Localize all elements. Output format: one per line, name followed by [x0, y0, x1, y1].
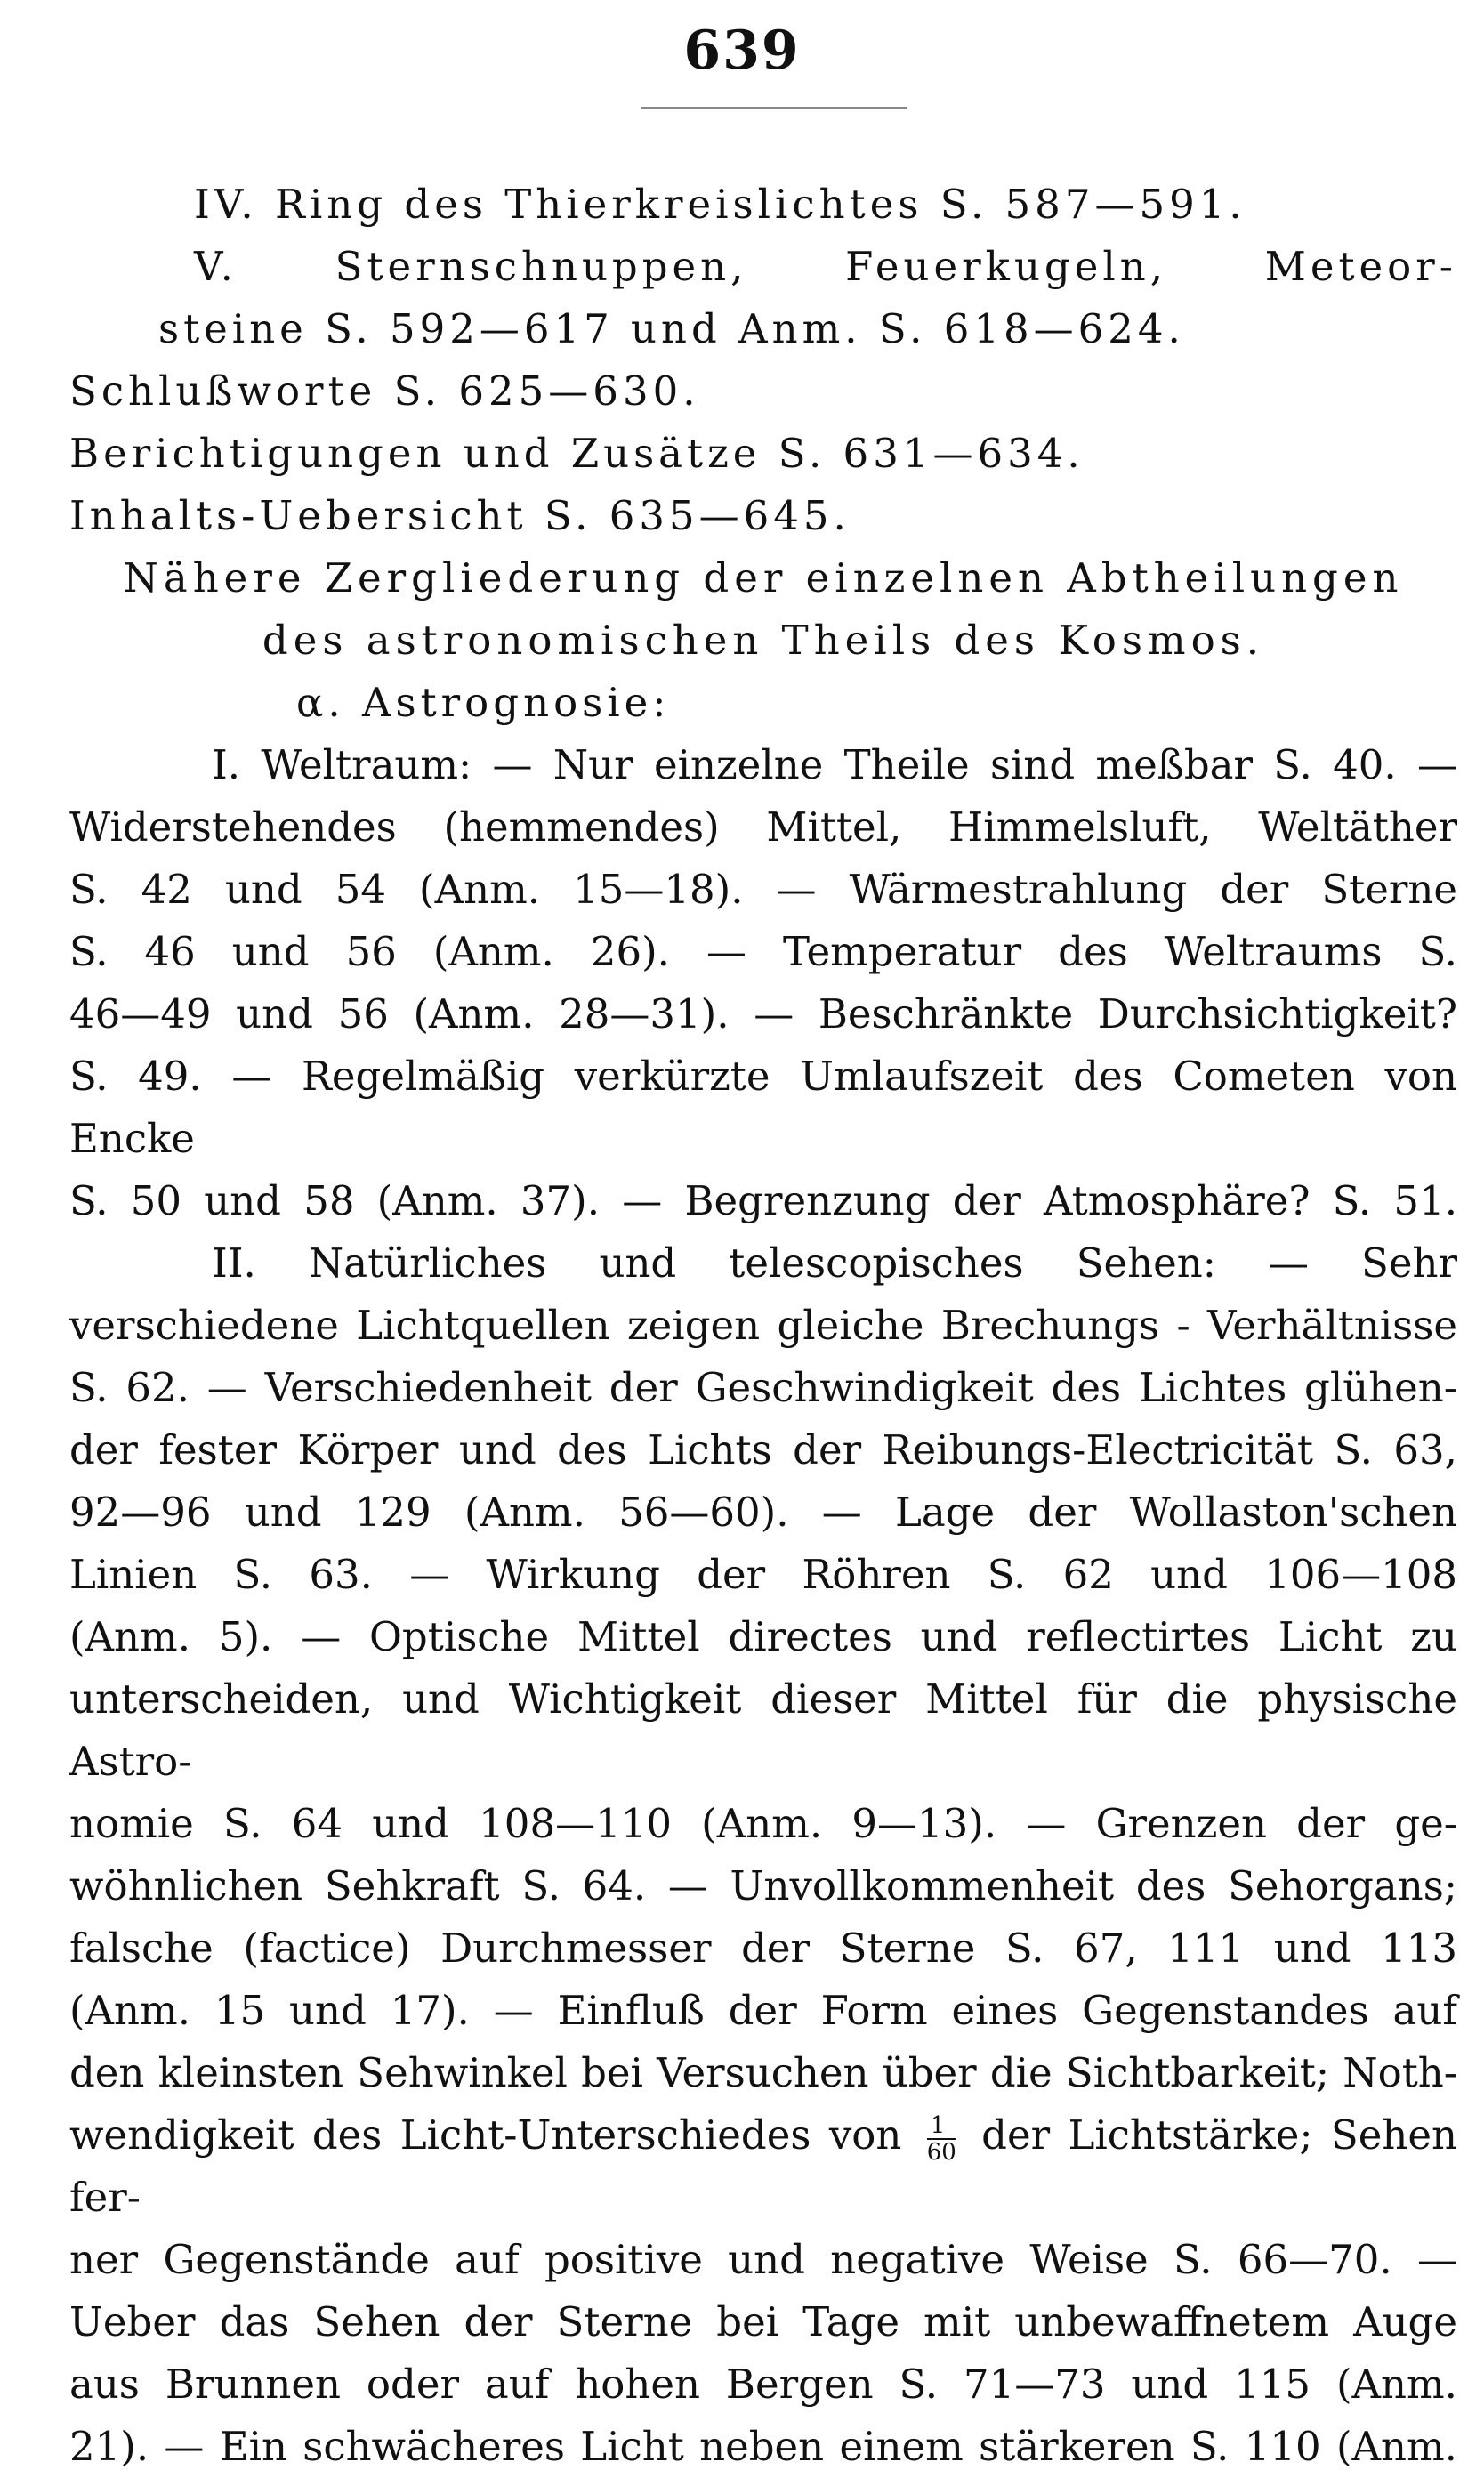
- text-after-fraction: der Lichtstärke; Sehen fer-: [69, 2111, 1457, 2221]
- toc-line-schlussworte: Schlußworte S. 625—630.: [69, 367, 700, 415]
- page-number: 639: [683, 20, 801, 82]
- toc-line-inhalts: Inhalts-Uebersicht S. 635—645.: [69, 492, 851, 539]
- paragraph-i-line: 46—49 und 56 (Anm. 28—31). — Beschränkte Durchsichtigkeit?: [69, 990, 1457, 1037]
- paragraph-ii-line: wöhnlichen Sehkraft S. 64. — Unvollkommenheit des Sehorgans;: [69, 1862, 1457, 1909]
- section-heading-line-1: Nähere Zergliederung der einzelnen Abtheilungen: [123, 554, 1404, 601]
- paragraph-i-line: S. 49. — Regelmäßig verkürzte Umlaufszeit des Cometen von Encke: [69, 1053, 1457, 1162]
- paragraph-i-line: S. 46 und 56 (Anm. 26). — Temperatur des Weltraums S.: [69, 928, 1457, 975]
- toc-line-iv: IV. Ring des Thierkreislichtes S. 587—591.: [194, 181, 1246, 228]
- paragraph-ii-line: unterscheiden, und Wichtigkeit dieser Mittel für die physische Astro-: [69, 1675, 1457, 1785]
- paragraph-ii-line: den kleinsten Sehwinkel bei Versuchen über die Sichtbarkeit; Noth-: [69, 2049, 1457, 2096]
- fraction-numerator: 1: [927, 2113, 956, 2140]
- paragraph-ii-line: falsche (factice) Durchmesser der Sterne S. 67, 111 und 113: [69, 1925, 1457, 1972]
- paragraph-ii-line: aus Brunnen oder auf hohen Bergen S. 71—73 und 115 (Anm.: [69, 2361, 1457, 2408]
- paragraph-ii-line: 92—96 und 129 (Anm. 56—60). — Lage der Wollaston'schen: [69, 1489, 1457, 1536]
- fraction: [927, 2113, 956, 2165]
- toc-line-v: V. Sternschnuppen, Feuerkugeln, Meteor-: [194, 243, 1457, 290]
- paragraph-ii-line: Linien S. 63. — Wirkung der Röhren S. 62 und 106—108: [69, 1551, 1457, 1598]
- header-rule: [641, 107, 907, 109]
- paragraph-i-line: S. 50 und 58 (Anm. 37). — Begrenzung der Atmosphäre? S. 51.: [69, 1177, 1457, 1224]
- paragraph-i-line: Widerstehendes (hemmendes) Mittel, Himmelsluft, Weltäther: [69, 803, 1457, 851]
- paragraph-ii-line: II. Natürliches und telescopisches Sehen: — Sehr: [212, 1239, 1457, 1287]
- text-before-fraction: wendigkeit des Licht-Unterschiedes von: [69, 2111, 902, 2159]
- paragraph-ii-line: 21). — Ein schwächeres Licht neben einem stärkeren S. 110 (Anm.: [69, 2423, 1457, 2470]
- section-heading-line-2: des astronomischen Theils des Kosmos.: [262, 617, 1265, 664]
- paragraph-ii-line: S. 62. — Verschiedenheit der Geschwindigkeit des Lichtes glühen-: [69, 1364, 1457, 1411]
- fraction-denominator: 60: [926, 2138, 956, 2166]
- page-body: [69, 174, 1457, 2478]
- paragraph-ii-line: verschiedene Lichtquellen zeigen gleiche Brechungs - Verhältnisse: [69, 1302, 1457, 1349]
- paragraph-ii-line: Ueber das Sehen der Sterne bei Tage mit unbewaffnetem Auge: [69, 2298, 1457, 2345]
- paragraph-ii-line: der fester Körper und des Lichts der Reibungs-Electricität S. 63,: [69, 1426, 1457, 1473]
- toc-line-berichtigungen: Berichtigungen und Zusätze S. 631—634.: [69, 430, 1085, 477]
- subsection-heading: α. Astrognosie:: [296, 679, 671, 726]
- paragraph-ii-line: (Anm. 15 und 17). — Einfluß der Form eines Gegenstandes auf: [69, 1987, 1457, 2034]
- paragraph-ii-line-fraction: [69, 2104, 1457, 2229]
- paragraph-i-line: I. Weltraum: — Nur einzelne Theile sind meßbar S. 40. —: [212, 741, 1457, 788]
- toc-line-v-cont: steine S. 592—617 und Anm. S. 618—624.: [158, 305, 1185, 352]
- paragraph-i-line: S. 42 und 54 (Anm. 15—18). — Wärmestrahlung der Sterne: [69, 866, 1457, 913]
- paragraph-ii-line: ner Gegenstände auf positive und negative Weise S. 66—70. —: [69, 2236, 1457, 2283]
- paragraph-ii-line: nomie S. 64 und 108—110 (Anm. 9—13). — Grenzen der ge-: [69, 1800, 1457, 1847]
- paragraph-ii-line: (Anm. 5). — Optische Mittel directes und reflectirtes Licht zu: [69, 1613, 1457, 1660]
